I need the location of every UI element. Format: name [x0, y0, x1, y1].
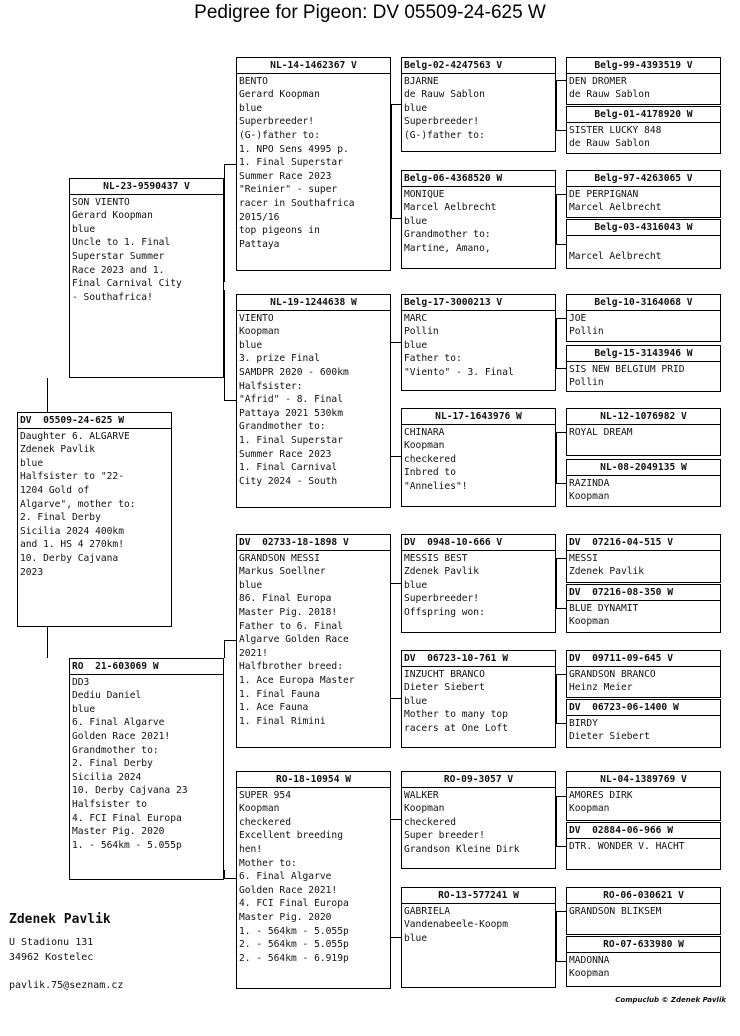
ring-number: RO-13-577241 W — [402, 889, 555, 904]
pigeon-info-line: City 2024 - South — [239, 475, 338, 487]
connector-line — [556, 318, 557, 368]
connector-line — [391, 104, 401, 105]
connector-line — [556, 80, 566, 81]
pigeon-info-line: 86. Final Europa — [239, 593, 332, 605]
pigeon-info-line: Koopman — [239, 326, 280, 338]
ring-number: Belg-06-4368520 W — [402, 172, 555, 187]
connector-line — [556, 608, 566, 609]
connector-line — [556, 432, 557, 483]
pigeon-info-line: Gerard Koopman — [72, 210, 153, 222]
pigeon-info-line: 1. Ace Europa Master — [239, 674, 355, 686]
pigeon-info-line: "Afrid" - 8. Final — [239, 394, 343, 406]
pigeon-info-line: WALKER — [404, 789, 439, 801]
pigeon-info-line: blue — [404, 579, 428, 591]
pigeon-info-line: MADONNA — [569, 954, 610, 966]
connector-line — [224, 640, 225, 658]
connector-line — [224, 290, 225, 400]
pigeon-info-line: Halfsister to "22- — [20, 471, 124, 483]
pigeon-info-line: blue — [404, 215, 428, 227]
ring-number: NL-08-2049135 W — [567, 461, 720, 476]
ring-number: NL-14-1462367 V — [237, 59, 390, 74]
pigeon-info-line: GRANDSON BLIKSEM — [569, 905, 662, 917]
pigeon-info-line: Pollin — [569, 326, 604, 338]
pigeon-info-line: DD3 — [72, 676, 90, 688]
connector-line — [556, 194, 557, 244]
pigeon-card-ssdd — [566, 219, 721, 269]
pigeon-info-line: Zdenek Pavlik — [404, 566, 480, 578]
pigeon-info-line: Koopman — [239, 803, 280, 815]
pigeon-card-sire — [69, 178, 224, 378]
ring-number: RO 21-603069 W — [70, 660, 223, 675]
pigeon-info-line: Koopman — [569, 491, 610, 503]
pigeon-info-line: (G-)father to: — [404, 129, 485, 141]
pigeon-info-line: SUPER 954 — [239, 789, 291, 801]
pigeon-info-line: Marcel Aelbrecht — [569, 202, 662, 214]
pigeon-info-line: GRANDSON BRANCO — [569, 668, 656, 680]
connector-line — [391, 583, 401, 584]
pigeon-info-line: 10. Derby Cajvana — [20, 552, 119, 564]
pigeon-info-line: 1. Final Rimini — [239, 715, 326, 727]
pigeon-info-line: DTR. WONDER V. HACHT — [569, 840, 685, 852]
connector-line — [556, 368, 566, 369]
pigeon-info-line: Master Pig. 2020 — [239, 911, 332, 923]
pigeon-info-line: blue — [72, 703, 96, 715]
pigeon-card-sire-dam — [236, 294, 391, 508]
pigeon-info-line: DE PERPIGNAN — [569, 188, 639, 200]
connector-line — [556, 432, 566, 433]
pigeon-info-line: Sicilia 2024 — [72, 771, 142, 783]
pigeon-info-line: blue — [72, 223, 96, 235]
pigeon-info-line: Dieter Siebert — [569, 731, 650, 743]
connector-line — [224, 164, 225, 282]
ring-number: Belg-01-4178920 W — [567, 108, 720, 123]
ring-number: DV 02733-18-1898 V — [237, 536, 390, 551]
pigeon-info-line: SON VIENTO — [72, 196, 130, 208]
pigeon-info-line: Grandmother to: — [72, 744, 159, 756]
pigeon-card-dddd — [566, 936, 721, 987]
ring-number: NL-12-1076982 V — [567, 410, 720, 425]
pigeon-info-line: Mother to many top — [404, 709, 508, 721]
pigeon-info-line: racer in Southafrica — [239, 197, 355, 209]
pigeon-card-ddd — [401, 887, 556, 988]
pigeon-info-line: (G-)father to: — [239, 129, 320, 141]
pigeon-info-line: MARC — [404, 312, 428, 324]
connector-line — [556, 80, 557, 130]
pigeon-info-line: Koopman — [404, 803, 445, 815]
pigeon-card-dsd — [401, 650, 556, 748]
ring-number: DV 09711-09-645 V — [567, 652, 720, 667]
pigeon-card-dam-dam — [236, 771, 391, 989]
pigeon-info-line: checkered — [404, 453, 456, 465]
ring-number: Belg-03-4316043 W — [567, 221, 720, 236]
pigeon-info-line: Golden Race 2021! — [239, 884, 338, 896]
connector-line — [224, 640, 236, 641]
pigeon-card-ssds — [566, 170, 721, 218]
ring-number: DV 07216-08-350 W — [567, 586, 720, 601]
pigeon-info-line: Halfsister to — [72, 798, 148, 810]
pigeon-info-line: BIRDY — [569, 717, 598, 729]
connector-line — [556, 483, 566, 484]
pigeon-info-line: CHINARA — [404, 426, 445, 438]
pigeon-info-line: 1. Ace Fauna — [239, 702, 309, 714]
pigeon-info-line: RAZINDA — [569, 477, 610, 489]
pigeon-info-line: Dieter Siebert — [404, 682, 485, 694]
ring-number: Belg-15-3143946 W — [567, 347, 720, 362]
pigeon-info-line: Father to 6. Final — [239, 620, 343, 632]
pigeon-info-line: Summer Race 2023 — [239, 170, 332, 182]
pigeon-info-line: BLUE DYNAMIT — [569, 602, 639, 614]
connector-line — [556, 961, 566, 962]
pigeon-info-line: de Rauw Sablon — [569, 138, 650, 150]
pigeon-info-line: Daughter 6. ALGARVE — [20, 430, 130, 442]
pigeon-info-line: 2021! — [239, 647, 268, 659]
pigeon-info-line: checkered — [404, 816, 456, 828]
ring-number: DV 06723-10-761 W — [402, 652, 555, 667]
pigeon-info-line: Super breeder! — [404, 830, 485, 842]
ring-number: RO-06-030621 V — [567, 889, 720, 904]
pigeon-card-ddsd — [566, 822, 721, 870]
pigeon-info-line: 1. NPO Sens 4995 p. — [239, 143, 349, 155]
connector-line — [556, 558, 566, 559]
pigeon-info-line: Grandson Kleine Dirk — [404, 843, 520, 855]
pigeon-card-dsds — [566, 650, 721, 698]
pigeon-info-line: 10. Derby Cajvana 23 — [72, 785, 188, 797]
pigeon-card-sdsd — [566, 345, 721, 392]
pigeon-info-line: blue — [239, 339, 263, 351]
pigeon-info-line: Gerard Koopman — [239, 89, 320, 101]
pigeon-info-line: 1204 Gold of — [20, 484, 90, 496]
pigeon-info-line: 6. Final Algarve — [239, 871, 332, 883]
pigeon-info-line: Superstar Summer — [72, 250, 165, 262]
pigeon-info-line — [569, 237, 718, 251]
pigeon-info-line: INZUCHT BRANCO — [404, 668, 485, 680]
pigeon-info-line: 2023 — [20, 566, 44, 578]
pigeon-info-line: GRANDSON MESSI — [239, 552, 320, 564]
pigeon-info-line: Dediu Daniel — [72, 690, 142, 702]
pigeon-info-line: Inbred to — [404, 467, 456, 479]
pigeon-info-line: 2. - 564km - 5.055p — [239, 939, 349, 951]
connector-line — [391, 456, 401, 457]
pigeon-info-line: 4. FCI Final Europa — [72, 812, 182, 824]
pigeon-info-line: ROYAL DREAM — [569, 426, 633, 438]
pigeon-info-line: - Southafrica! — [72, 291, 153, 303]
pigeon-info-line: "Viento" - 3. Final — [404, 366, 514, 378]
connector-line — [391, 937, 401, 938]
ring-number: Belg-97-4263065 V — [567, 172, 720, 187]
connector-line — [556, 911, 566, 912]
pigeon-info-line: 2. Final Derby — [72, 758, 153, 770]
pigeon-info-line: DEN DROMER — [569, 75, 627, 87]
pigeon-info-line: top pigeons in — [239, 225, 320, 237]
connector-line — [556, 194, 566, 195]
connector-line — [556, 244, 566, 245]
pigeon-info-line: 2. - 564km - 6.919p — [239, 952, 349, 964]
pigeon-info-line: Zdenek Pavlik — [20, 444, 96, 456]
pigeon-info-line: AMORES DIRK — [569, 789, 633, 801]
connector-line — [224, 870, 225, 878]
pigeon-info-line: Pattaya — [239, 238, 280, 250]
ring-number: Belg-10-3164068 V — [567, 296, 720, 311]
connector-line — [556, 846, 566, 847]
connector-line — [556, 674, 566, 675]
pigeon-info-line: Zdenek Pavlik — [569, 566, 645, 578]
pigeon-info-line: MESSI — [569, 552, 598, 564]
ring-number: RO-18-10954 W — [237, 773, 390, 788]
ring-number: DV 06723-06-1400 W — [567, 701, 720, 716]
pigeon-card-sds — [401, 294, 556, 391]
pigeon-info-line: 6. Final Algarve — [72, 717, 165, 729]
connector-line — [224, 164, 236, 165]
pigeon-info-line: Master Pig. 2018! — [239, 606, 338, 618]
pigeon-card-sdds — [566, 408, 721, 456]
owner-address-city: 34962 Kostelec — [9, 952, 94, 963]
page-title: Pedigree for Pigeon: DV 05509-24-625 W — [194, 2, 546, 23]
pigeon-info-line: Father to: — [404, 353, 462, 365]
pigeon-info-line: de Rauw Sablon — [404, 89, 485, 101]
connector-line — [391, 218, 401, 219]
connector-line — [391, 342, 401, 343]
ring-number: Belg-02-4247563 V — [402, 59, 555, 74]
pigeon-info-line: Marcel Aelbrecht — [569, 251, 662, 263]
pigeon-info-line: Superbreeder! — [404, 116, 480, 128]
pigeon-info-line: 1. Final Superstar — [239, 157, 343, 169]
pigeon-card-ssss — [566, 57, 721, 105]
connector-line — [556, 796, 566, 797]
pigeon-info-line: Martine, Amano, — [404, 242, 491, 254]
ring-number: DV 0948-10-666 V — [402, 536, 555, 551]
pigeon-info-line: MESSIS BEST — [404, 552, 468, 564]
owner-address-street: U Stadionu 131 — [9, 937, 94, 948]
connector-line — [556, 723, 566, 724]
pigeon-info-line: Markus Soellner — [239, 566, 326, 578]
connector-line — [47, 627, 48, 658]
pigeon-card-sire-sire — [236, 57, 391, 271]
pigeon-info-line: Summer Race 2023 — [239, 448, 332, 460]
pigeon-info-line: SAMDPR 2020 - 600km — [239, 366, 349, 378]
pigeon-info-line: Final Carnival City — [72, 278, 182, 290]
connector-line — [224, 878, 236, 879]
ring-number: NL-17-1643976 W — [402, 410, 555, 425]
pigeon-info-line: 1. Final Fauna — [239, 688, 320, 700]
ring-number: DV 02884-06-966 W — [567, 824, 720, 839]
pigeon-info-line: Algarve Golden Race — [239, 634, 349, 646]
pigeon-info-line: Grandmother to: — [239, 421, 326, 433]
pigeon-card-dsdd — [566, 699, 721, 748]
pigeon-info-line: de Rauw Sablon — [569, 89, 650, 101]
pigeon-info-line: hen! — [239, 843, 263, 855]
pigeon-info-line: 2015/16 — [239, 211, 280, 223]
pigeon-card-sddd — [566, 459, 721, 507]
pigeon-info-line: "Annelies"! — [404, 480, 468, 492]
connector-line — [556, 674, 557, 723]
pigeon-info-line: Koopman — [569, 968, 610, 980]
pigeon-info-line: VIENTO — [239, 312, 274, 324]
pigeon-info-line: blue — [239, 102, 263, 114]
pigeon-info-line: blue — [404, 339, 428, 351]
ring-number: Belg-99-4393519 V — [567, 59, 720, 74]
pigeon-card-dsss — [566, 534, 721, 583]
pigeon-info-line: GABRIELA — [404, 905, 451, 917]
pigeon-info-line: 2. Final Derby — [20, 512, 101, 524]
pigeon-card-sss — [401, 57, 556, 152]
pigeon-card-dam — [69, 658, 224, 880]
pigeon-info-line: Race 2023 and 1. — [72, 264, 165, 276]
pigeon-info-line: blue — [404, 695, 428, 707]
connector-line — [47, 378, 48, 412]
ring-number: RO-09-3057 V — [402, 773, 555, 788]
pigeon-info-line: blue — [239, 579, 263, 591]
pigeon-info-line: Excellent breeding — [239, 830, 343, 842]
pigeon-card-ddss — [566, 771, 721, 821]
pigeon-info-line: Pollin — [404, 326, 439, 338]
pigeon-info-line: 4. FCI Final Europa — [239, 898, 349, 910]
pigeon-card-sdd — [401, 408, 556, 507]
pigeon-card-ddds — [566, 887, 721, 935]
pigeon-info-line: 1. Final Superstar — [239, 434, 343, 446]
ring-number: NL-19-1244638 W — [237, 296, 390, 311]
pigeon-info-line: 1. Final Carnival — [239, 462, 338, 474]
pigeon-info-line: 3. prize Final — [239, 353, 320, 365]
pigeon-info-line: Mother to: — [239, 857, 297, 869]
pigeon-info-line: Superbreeder! — [404, 593, 480, 605]
pigeon-card-dss — [401, 534, 556, 633]
connector-line — [556, 911, 557, 961]
pigeon-info-line: Uncle to 1. Final — [72, 237, 171, 249]
pigeon-info-line: Koopman — [404, 440, 445, 452]
pigeon-info-line: Koopman — [569, 616, 610, 628]
pigeon-card-dds — [401, 771, 556, 869]
pigeon-info-line: SIS NEW BELGIUM PRID — [569, 363, 685, 375]
connector-line — [224, 400, 236, 401]
pigeon-card-subject — [17, 412, 172, 627]
pigeon-info-line: Grandmother to: — [404, 229, 491, 241]
pigeon-info-line: Pattaya 2021 530km — [239, 407, 343, 419]
ring-number: DV 07216-04-515 V — [567, 536, 720, 551]
pigeon-card-ssd — [401, 170, 556, 269]
pigeon-info-line: 1. - 564km - 5.055p — [239, 925, 349, 937]
connector-line — [556, 558, 557, 608]
pigeon-info-line: "Reinier" - super — [239, 184, 338, 196]
connector-line — [391, 819, 401, 820]
ring-number: DV 05509-24-625 W — [18, 414, 171, 429]
pigeon-info-line: JOE — [569, 312, 587, 324]
pigeon-info-line: racers at One Loft — [404, 722, 508, 734]
pigeon-info-line: Vandenabeele-Koopm — [404, 919, 508, 931]
pigeon-info-line: blue — [404, 932, 428, 944]
pigeon-info-line: Marcel Aelbrecht — [404, 202, 497, 214]
pigeon-info-line: Heinz Meier — [569, 682, 633, 694]
connector-line — [556, 796, 557, 846]
connector-line — [391, 104, 392, 218]
ring-number: Belg-17-3000213 V — [402, 296, 555, 311]
pigeon-info-line: blue — [404, 102, 428, 114]
owner-email: pavlik.75@seznam.cz — [9, 980, 124, 991]
pigeon-info-line: Halfsister: — [239, 380, 303, 392]
pigeon-info-line: MONIQUE — [404, 188, 445, 200]
pigeon-info-line: Master Pig. 2020 — [72, 826, 165, 838]
connector-line — [556, 130, 566, 131]
ring-number: NL-23-9590437 V — [70, 180, 223, 195]
pigeon-info-line: checkered — [239, 816, 291, 828]
pigeon-info-line: Algarve", mother to: — [20, 498, 136, 510]
pigeon-info-line: blue — [20, 457, 44, 469]
ring-number: NL-04-1389769 V — [567, 773, 720, 788]
pigeon-info-line: Halfbrother breed: — [239, 661, 343, 673]
pigeon-card-sdss — [566, 294, 721, 342]
pigeon-info-line: Superbreeder! — [239, 116, 315, 128]
pigeon-card-dam-sire — [236, 534, 391, 748]
pigeon-info-line: and 1. HS 4 270km! — [20, 539, 124, 551]
ring-number: RO-07-633980 W — [567, 938, 720, 953]
pigeon-info-line: Sicilia 2024 400km — [20, 525, 124, 537]
pigeon-info-line: Golden Race 2021! — [72, 730, 171, 742]
owner-name: Zdenek Pavlik — [9, 912, 111, 927]
connector-line — [391, 698, 401, 699]
pigeon-info-line: BENTO — [239, 75, 268, 87]
pigeon-info-line: SISTER LUCKY 848 — [569, 124, 662, 136]
pigeon-info-line: 1. - 564km - 5.055p — [72, 839, 182, 851]
pigeon-info-line: BJARNE — [404, 75, 439, 87]
pigeon-info-line: Pollin — [569, 377, 604, 389]
software-credit: Compuclub © Zdenek Pavlik — [615, 996, 726, 1004]
pigeon-info-line: Offspring won: — [404, 606, 485, 618]
pigeon-info-line: Koopman — [569, 803, 610, 815]
pigeon-card-sssd — [566, 106, 721, 154]
connector-line — [556, 318, 566, 319]
pigeon-card-dssd — [566, 584, 721, 633]
